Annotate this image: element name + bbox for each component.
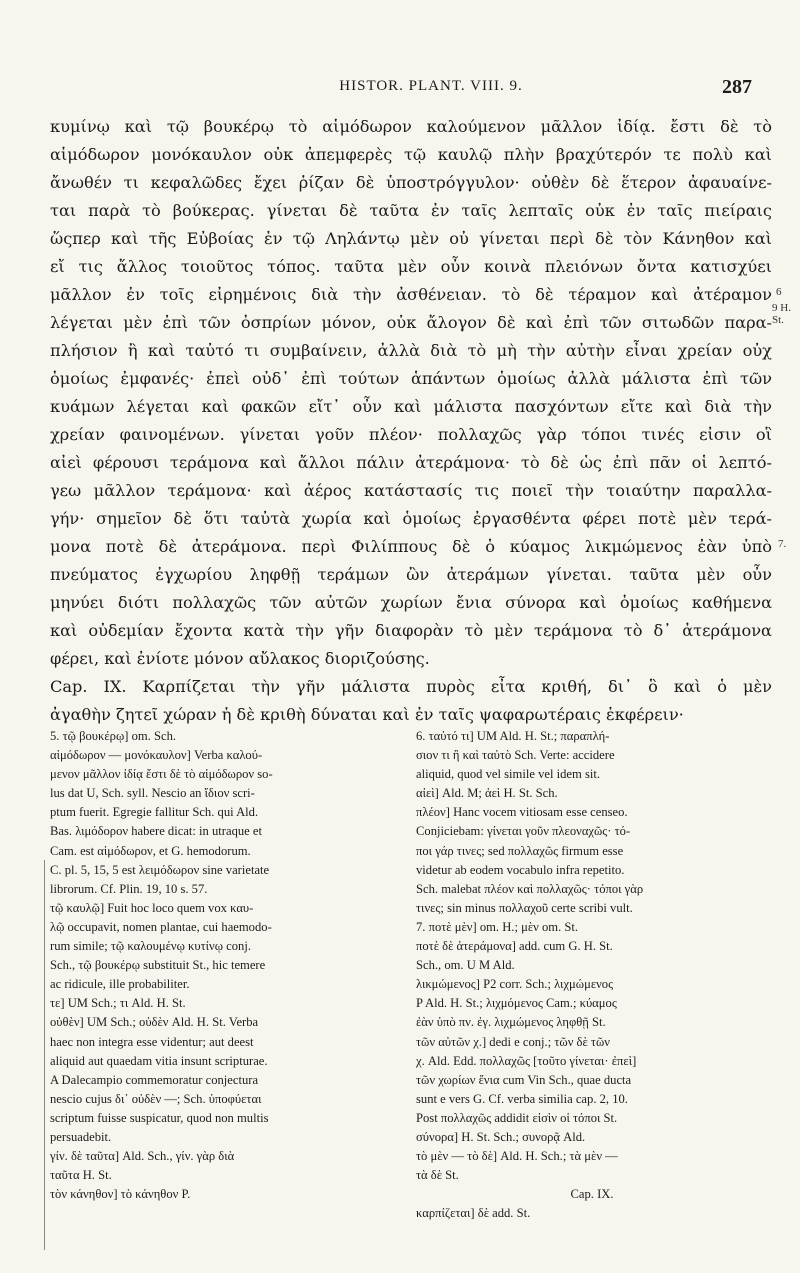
apparatus-note-line: rum simile; τῷ καλουμένῳ κυτίνῳ conj. xyxy=(50,939,252,954)
apparatus-note-line: A Dalecampio commemoratur conjectura xyxy=(50,1072,259,1087)
apparatus-note-line: οὐθὲν] UM Sch.; οὐδὲν Ald. H. St. Verba xyxy=(50,1015,259,1030)
apparatus-note-line: τῶν χωρίων ἔνια cum Vin Sch., quae ducta xyxy=(416,1072,632,1087)
apparatus-note-line: 6. ταὐτό τι] UM Ald. H. St.; παραπλή- xyxy=(416,729,610,743)
apparatus-note-line: haec non integra esse videntur; aut deest xyxy=(50,1034,254,1049)
apparatus-note-line: Cam. est αἱμόδωρον, et G. hemodorum. xyxy=(50,843,251,858)
apparatus-note-line: lus dat U, Sch. syll. Nescio an ἴδιον scri- xyxy=(50,786,255,801)
text-line: ὁμοίως ἐμφανές· ἐπεὶ οὐδ᾽ ἐπὶ τούτων ἁπάντων ὁμοίως ἀλλὰ μάλιστα ἐπὶ τῶν xyxy=(50,369,772,388)
text-line: ὥςπερ καὶ τῆς Εὐβοίας ἐν τῷ Ληλάντῳ μὲν οὐ γίνεται περὶ δὲ τὸν Κάνηθον καὶ xyxy=(50,229,772,248)
apparatus-note-line: sunt e vers G. Cf. verba similia cap. 2, 10. xyxy=(416,1091,628,1106)
text-line: γήν· σημεῖον δὲ ὅτι ταὐτὰ χωρία καὶ ὁμοίως ἐργασθέντα φέρει ποτὲ μὲν τερά- xyxy=(50,509,772,528)
apparatus-note-line: scriptum fuisse suspicatur, quod non multis xyxy=(50,1110,269,1125)
apparatus-note-line: 5. τῷ βουκέρῳ] om. Sch. xyxy=(50,729,177,743)
text-line: ἄνωθέν τι κεφαλῶδες ἔχει ῥίζαν δὲ ὑποστρόγγυλον· οὐθὲν δὲ ἕτερον ἀφαυαίνε- xyxy=(50,173,772,192)
apparatus-note-line: τῷ καυλῷ] Fuit hoc loco quem vox καυ- xyxy=(50,900,254,915)
apparatus-note-line: καρπίζεται] δὲ add. St. xyxy=(416,1206,531,1221)
apparatus-note-line: τῶν αὐτῶν χ.] dedi e conj.; τῶν δὲ τῶν xyxy=(416,1034,610,1049)
text-line: αἰεὶ φέρουσι τεράμονα καὶ ἄλλοι πάλιν ἀτεράμονα· τὸ δὲ ὡς ἐπὶ πᾶν οἱ λεπτό- xyxy=(50,453,772,472)
text-line: κυμίνῳ καὶ τῷ βουκέρῳ τὸ αἱμόδωρον καλούμενον μᾶλλον ἰδίᾳ. ἔστι δὲ τὸ xyxy=(50,117,772,136)
page-number: 287 xyxy=(722,76,752,98)
apparatus-note-line: 7. ποτὲ μὲν] om. H.; μὲν om. St. xyxy=(416,919,579,934)
apparatus-note-line: μενον μᾶλλον ἰδίᾳ ἔστι δὲ τὸ αἱμόδωρον so- xyxy=(50,767,273,782)
apparatus-note-line: videtur ab eodem vocabulo infra repetito. xyxy=(416,862,625,877)
text-line: φέρει, καὶ ἐνίοτε μόνον αὔλακος διοριζούσης. xyxy=(50,649,430,668)
apparatus-note-line: Bas. λιμόδορον habere dicat: in utraque et xyxy=(50,824,263,839)
apparatus-note-line: ταῦτα H. St. xyxy=(50,1168,112,1183)
apparatus-note-line: τὸ μὲν — τὸ δὲ] Ald. H. Sch.; τὰ μὲν — xyxy=(416,1149,618,1164)
margin-section-number: 7. xyxy=(778,538,787,550)
apparatus-note-line: τὸν κάνηθον] τὸ κάνηθον P. xyxy=(50,1187,191,1202)
text-line: Cap. IX. Καρπίζεται τὴν γῆν μάλιστα πυρὸς εἶτα κριθή, δι᾽ ὃ καὶ ὁ μὲν xyxy=(50,677,772,696)
apparatus-note-line: λῷ occupavit, nomen plantae, cui haemodo- xyxy=(50,919,272,934)
apparatus-note-line: ἐὰν ὑπὸ πν. ἐγ. λιχμώμενος ληφθῇ St. xyxy=(416,1015,606,1030)
apparatus-note-line: χ. Ald. Edd. πολλαχῶς [τοῦτο γίνεται· ἐπεὶ] xyxy=(416,1053,637,1068)
text-line: αἱμόδωρον μονόκαυλον οὐκ ἀπεμφερὲς τῷ καυλῷ πλὴν βραχύτερόν τε πολὺ καὶ xyxy=(50,145,772,164)
apparatus-note-line: aliquid aut quaedam vitia insunt scripturae. xyxy=(50,1053,268,1068)
apparatus-note-line: Cap. IX. xyxy=(570,1187,614,1202)
text-line: ἀγαθὴν ζητεῖ χώραν ἡ δὲ κριθὴ δύναται καὶ ἐν ταῖς ψαφαρωτέραις ἐκφέρειν· xyxy=(50,705,684,724)
apparatus-note-line: τὰ δὲ St. xyxy=(416,1168,459,1183)
apparatus-note-line: τε] UM Sch.; τι Ald. H. St. xyxy=(50,996,186,1011)
apparatus-note-line: γίν. δὲ ταῦτα] Ald. Sch., γίν. γὰρ διὰ xyxy=(50,1149,235,1164)
apparatus-note-line: Conjiciebam: γίνεται γοῦν πλεοναχῶς· τό- xyxy=(416,824,631,839)
text-line: μᾶλλον ἐν τοῖς εἰρημένοις διὰ τὴν ἀσθένειαν. τὸ δὲ τέραμον καὶ ἀτέραμον xyxy=(50,285,772,304)
apparatus-note-line: C. pl. 5, 15, 5 est λειμόδωρον sine varietate xyxy=(50,862,270,877)
text-line: μονα ποτὲ δὲ ἀτεράμονα. περὶ Φιλίππους δὲ ὁ κύαμος λικμώμενος ἐὰν ὑπὸ xyxy=(50,537,772,556)
text-line: πνεύματος ἐγχωρίου ληφθῇ τεράμων ὢν ἀτεράμων γίνεται. ταῦτα μὲν οὖν xyxy=(50,565,772,584)
text-line: χρείαν φαινομένων. γίνεται γοῦν πλέον· πολλαχῶς γὰρ τόποι τινές εἰσιν οἳ xyxy=(50,425,772,444)
text-line: πλήσιον ἢ καὶ ταὐτό τι συμβαίνειν, ἀλλὰ διὰ τὸ μὴ τὴν αὐτὴν εἶναι χρείαν οὐχ xyxy=(50,341,772,360)
margin-section-number: 6 xyxy=(776,286,782,298)
text-line: μηνύει διότι πολλαχῶς τῶν αὐτῶν χωρίων ἔνια σύνορα καὶ ὁμοίως καθήμενα xyxy=(50,593,772,612)
apparatus-note-line: τινες; sin minus πολλαχοῦ certe scribi vult. xyxy=(416,900,633,915)
apparatus-note-line: ptum fuerit. Egregie fallitur Sch. qui Ald. xyxy=(50,805,259,820)
apparatus-note-line: nescio cujus δι᾽ οὐδὲν —; Sch. ὑποφύεται xyxy=(50,1091,262,1106)
apparatus-note-line: P Ald. H. St.; λιχμόμενος Cam.; κύαμος xyxy=(416,996,617,1011)
text-line: γεω μᾶλλον τεράμονα· καὶ ἀέρος κατάστασίς τις ποιεῖ τὴν τοιαύτην παραλλα- xyxy=(50,481,772,500)
apparatus-note-line: aliquid, quod vel simile vel idem sit. xyxy=(416,767,600,782)
text-line: καὶ οὐδεμίαν ἔχοντα κατὰ τὴν γῆν διαφορὰν τὸ μὲν τεράμονα τὸ δ᾽ ἀτεράμονα xyxy=(50,621,772,640)
apparatus-column-left xyxy=(50,727,402,1204)
apparatus-note-line: σιον τι ἢ καὶ ταὐτὸ Sch. Verte: accidere xyxy=(416,748,615,763)
critical-apparatus xyxy=(50,727,772,1247)
margin-rule xyxy=(44,860,45,1250)
text-line: ται παρὰ τὸ βούκερας. γίνεται δὲ ταῦτα ἐν ταῖς λεπταῖς οὐκ ἐν ταῖς πιείραις xyxy=(50,201,772,220)
running-header xyxy=(110,76,752,100)
margin-page-reference: 9 H. St. xyxy=(772,302,791,326)
apparatus-note-line: Sch. malebat πλέον καὶ πολλαχῶς· τόποι γὰρ xyxy=(416,881,644,896)
apparatus-note-line: persuadebit. xyxy=(50,1129,112,1144)
apparatus-note-line: Sch., om. U M Ald. xyxy=(416,958,515,973)
main-text-block xyxy=(50,113,772,729)
apparatus-note-line: ποι γάρ τινες; sed πολλαχῶς firmum esse xyxy=(416,843,624,858)
apparatus-note-line: Post πολλαχῶς addidit εἰσὶν οἱ τόποι St. xyxy=(416,1110,618,1125)
apparatus-note-line: σύνορα] H. St. Sch.; συνορᾷ Ald. xyxy=(416,1129,586,1144)
apparatus-note-line: αἰεὶ] Ald. M; ἀεὶ H. St. Sch. xyxy=(416,786,558,801)
apparatus-note-line: αἱμόδωρον — μονόκαυλον] Verba καλού- xyxy=(50,748,263,763)
apparatus-note-line: ποτὲ δὲ ἀτεράμονα] add. cum G. H. St. xyxy=(416,939,613,954)
apparatus-note-line: ac ridicule, ille probabiliter. xyxy=(50,977,190,992)
text-line: λέγεται μὲν ἐπὶ τῶν ὀσπρίων μόνον, οὐκ ἄλογον δὲ καὶ ἐπὶ τῶν σιτωδῶν παρα- xyxy=(50,313,772,332)
apparatus-column-right xyxy=(416,727,768,1223)
text-line: κυάμων λέγεται καὶ φακῶν εἴτ᾽ οὖν καὶ μάλιστα πασχόντων εἴτε καὶ διὰ τὴν xyxy=(50,397,772,416)
text-line: εἴ τις ἄλλος τοιοῦτος τόπος. ταῦτα μὲν οὖν κοινὰ πλειόνων ὄντα κατισχύει xyxy=(50,257,772,276)
apparatus-note-line: Sch., τῷ βουκέρῳ substituit St., hic temere xyxy=(50,958,266,973)
apparatus-note-line: πλέον] Hanc vocem vitiosam esse censeo. xyxy=(416,805,628,820)
running-title: HISTOR. PLANT. VIII. 9. xyxy=(339,78,523,94)
apparatus-note-line: λικμώμενος] P2 corr. Sch.; λιχμώμενος xyxy=(416,977,614,992)
apparatus-note-line: librorum. Cf. Plin. 19, 10 s. 57. xyxy=(50,881,208,896)
